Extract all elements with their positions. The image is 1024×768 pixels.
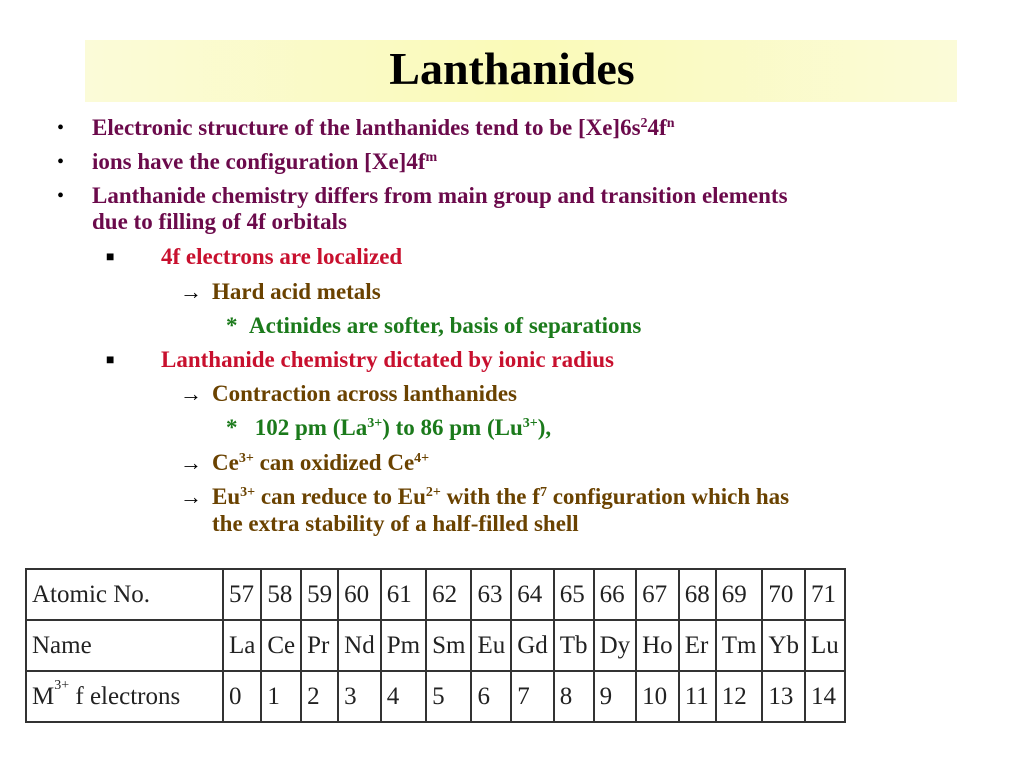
f-electron-count-cell: 11 <box>679 671 716 722</box>
atomic-number-cell: 68 <box>679 569 716 620</box>
element-name-cell: La <box>223 620 261 671</box>
atomic-number-cell: 65 <box>554 569 594 620</box>
element-name-cell: Tm <box>716 620 763 671</box>
bullet-dot-icon: • <box>57 117 65 139</box>
element-name-cell: Er <box>679 620 716 671</box>
square-bullet-icon: ■ <box>106 250 115 265</box>
right-arrow-icon: → <box>180 484 202 509</box>
bullet-dot-icon: • <box>57 151 65 173</box>
row-f-electrons <box>26 671 845 722</box>
element-name-cell: Pr <box>301 620 338 671</box>
element-name-cell: Nd <box>338 620 381 671</box>
atomic-number-cell: 58 <box>261 569 301 620</box>
f-electron-count-cell: 7 <box>511 671 554 722</box>
bullet-chemistry-differs-line2: due to filling of 4f orbitals <box>92 209 347 234</box>
atomic-number-cell: 70 <box>762 569 805 620</box>
element-name-cell: Pm <box>381 620 426 671</box>
atomic-number-cell: 62 <box>426 569 471 620</box>
element-name-cell: Yb <box>762 620 805 671</box>
arrow-eu-reduce-line2: the extra stability of a half-filled shell <box>212 511 579 536</box>
atomic-number-cell: 63 <box>471 569 511 620</box>
f-electron-count-cell: 10 <box>636 671 679 722</box>
element-name-cell: Tb <box>554 620 594 671</box>
arrow-ce-oxidized: $Ce^{3+}$ can oxidized $Ce^{4+}$ <box>212 450 430 475</box>
f-electron-count-cell: 8 <box>554 671 594 722</box>
element-name-cell: Sm <box>426 620 471 671</box>
bullet-electronic-structure: Electronic structure of the lanthanides tend to be $[Xe]6s^24f^n$ <box>92 115 675 140</box>
element-name-cell: Ho <box>636 620 679 671</box>
sub-4f-localized: 4f electrons are localized <box>161 244 403 269</box>
atomic-number-cell: 66 <box>594 569 637 620</box>
right-arrow-icon: → <box>180 279 202 304</box>
element-name-cell: Eu <box>471 620 511 671</box>
star-actinides: * Actinides are softer, basis of separations <box>226 313 642 338</box>
bullet-ion-configuration: ions have the configuration $[Xe]4f^m$ <box>92 149 438 174</box>
f-electron-count-cell: 2 <box>301 671 338 722</box>
arrow-contraction: Contraction across lanthanides <box>212 381 517 406</box>
bullet-chemistry-differs-line1: Lanthanide chemistry differs from main group and transition elements <box>92 183 788 208</box>
lanthanide-table <box>25 568 846 723</box>
f-electron-count-cell: 3 <box>338 671 381 722</box>
f-electron-count-cell: 4 <box>381 671 426 722</box>
f-electron-count-cell: 1 <box>261 671 301 722</box>
f-electron-count-cell: 9 <box>594 671 637 722</box>
atomic-number-cell: 60 <box>338 569 381 620</box>
atomic-number-cell: 69 <box>716 569 763 620</box>
atomic-number-cell: 64 <box>511 569 554 620</box>
arrow-eu-reduce-line1: $Eu^{3+}$ can reduce to $Eu^{2+}$ with the $f^7$ configuration which has <box>212 484 790 509</box>
atomic-number-cell: 59 <box>301 569 338 620</box>
square-bullet-icon: ■ <box>106 353 115 368</box>
atomic-number-cell: 71 <box>805 569 845 620</box>
f-electron-count-cell: 12 <box>716 671 763 722</box>
star-radius-range: * 102 pm $(La^{3+})$ to 86 pm $(Lu^{3+})$, <box>226 415 552 440</box>
arrow-hard-acid: Hard acid metals <box>212 279 381 304</box>
element-name-cell: Dy <box>594 620 637 671</box>
f-electron-count-cell: 0 <box>223 671 261 722</box>
right-arrow-icon: → <box>180 381 202 406</box>
right-arrow-icon: → <box>180 450 202 475</box>
f-electron-count-cell: 6 <box>471 671 511 722</box>
f-electron-count-cell: 14 <box>805 671 845 722</box>
row-label-f-electrons: $M^{3+}$ f electrons <box>26 671 223 722</box>
row-label-name: Name <box>26 620 223 671</box>
atomic-number-cell: 61 <box>381 569 426 620</box>
row-label-atomic-no: Atomic No. <box>26 569 223 620</box>
atomic-number-cell: 57 <box>223 569 261 620</box>
f-electron-count-cell: 5 <box>426 671 471 722</box>
atomic-number-cell: 67 <box>636 569 679 620</box>
element-name-cell: Gd <box>511 620 554 671</box>
element-name-cell: Ce <box>261 620 301 671</box>
row-atomic-number <box>26 569 845 620</box>
sub-ionic-radius: Lanthanide chemistry dictated by ionic radius <box>161 347 615 372</box>
element-name-cell: Lu <box>805 620 845 671</box>
bullet-dot-icon: • <box>57 185 65 207</box>
row-element-name <box>26 620 845 671</box>
slide-title: Lanthanides <box>389 43 635 94</box>
f-electron-count-cell: 13 <box>762 671 805 722</box>
